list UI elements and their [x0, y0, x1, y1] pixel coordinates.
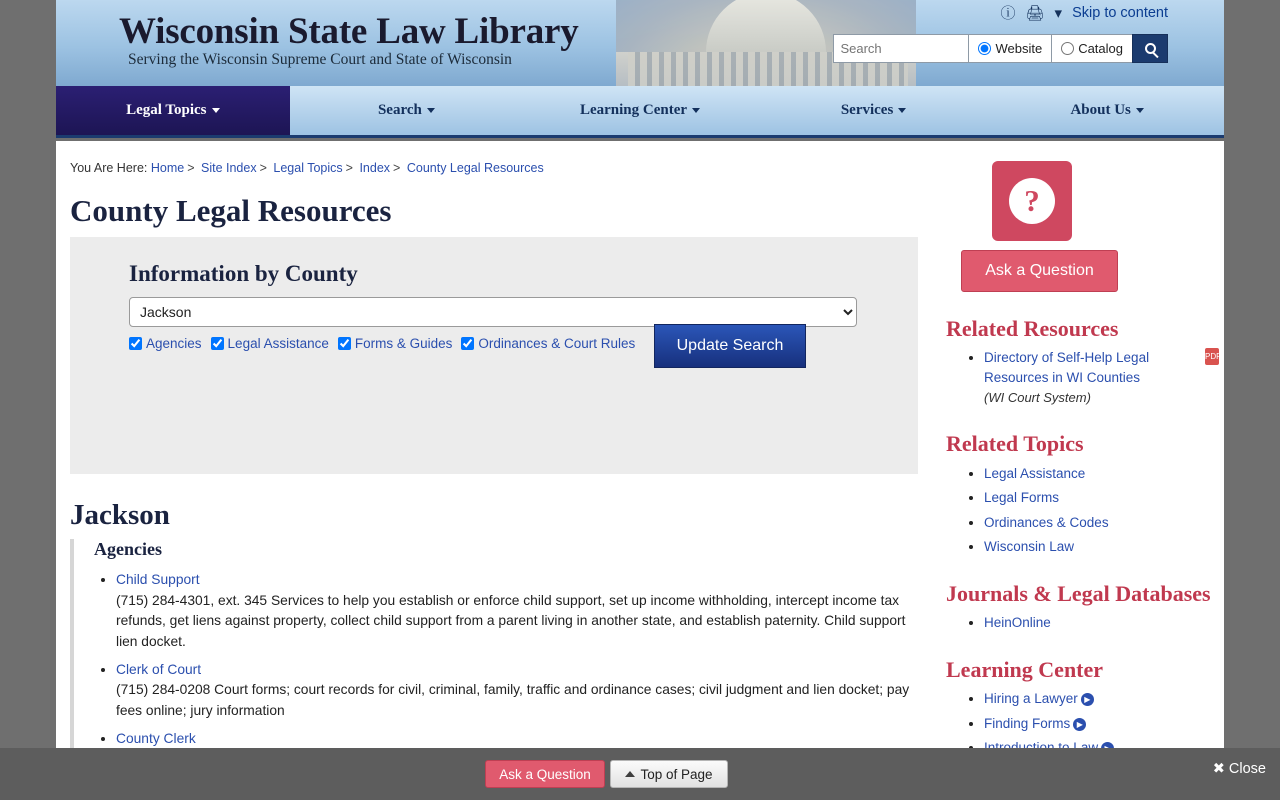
- header-search: [833, 34, 1168, 63]
- ask-a-question-floating-button[interactable]: Ask a Question: [485, 760, 605, 788]
- county-heading: Jackson: [70, 499, 170, 531]
- chevron-down-icon: [212, 108, 220, 113]
- breadcrumb-item-home[interactable]: Home: [150, 161, 185, 175]
- list-item: [116, 660, 918, 722]
- filter-agencies[interactable]: [129, 336, 202, 351]
- close-x-icon: ✖: [1212, 761, 1225, 777]
- county-search-panel: [70, 237, 918, 474]
- nav-item-legal-topics-label: Legal Topics: [126, 102, 207, 118]
- chevron-down-icon: [692, 108, 700, 113]
- ask-a-question-badge[interactable]: [992, 161, 1072, 241]
- breadcrumb: You Are Here: Home > Site Index > Legal Topics > Index > County Legal Resources: [70, 161, 544, 175]
- close-bar-button[interactable]: [1213, 761, 1266, 777]
- panel-heading: Information by County: [129, 261, 358, 286]
- nav-item-services-label: Services: [840, 102, 894, 118]
- learning-link-finding-forms[interactable]: Finding Forms: [984, 715, 1071, 731]
- related-topics-list: [946, 464, 1211, 557]
- filter-ordinances-court-rules[interactable]: [461, 336, 635, 351]
- list-item: [984, 513, 1211, 533]
- list-item: [984, 348, 1221, 407]
- nav-item-learning-center-label: Learning Center: [579, 102, 688, 118]
- county-select[interactable]: [129, 297, 857, 327]
- search-scope-catalog-label: Catalog: [1078, 41, 1123, 56]
- main-navigation: [56, 86, 1224, 138]
- question-circle-icon[interactable]: ⓘ: [1000, 5, 1016, 22]
- pdf-icon: PDF: [1205, 348, 1219, 365]
- site-header: [56, 0, 1224, 86]
- filter-forms-guides[interactable]: [338, 336, 453, 351]
- filter-ordinances-checkbox[interactable]: [461, 337, 474, 350]
- agency-description: (715) 284-0208 Court forms; court records for civil, criminal, family, traffic and ordinance cases; civil judgment and lien docket; pay fees online; jury information: [116, 682, 910, 719]
- filter-legal-assistance-label: Legal Assistance: [227, 336, 329, 351]
- chevron-down-icon: [1136, 108, 1144, 113]
- agency-link-county-clerk[interactable]: County Clerk: [116, 730, 196, 746]
- agency-link-child-support[interactable]: Child Support: [116, 572, 200, 587]
- topic-link-legal-forms[interactable]: Legal Forms: [984, 490, 1060, 506]
- nav-item-search[interactable]: [290, 86, 524, 135]
- agency-link-clerk-of-court[interactable]: Clerk of Court: [116, 661, 202, 677]
- chevron-up-icon: [625, 771, 635, 777]
- play-icon: ▶: [1081, 693, 1094, 706]
- nav-item-services[interactable]: [757, 86, 991, 135]
- nav-item-learning-center[interactable]: [523, 86, 757, 135]
- list-item: [116, 570, 918, 653]
- filter-legal-assistance[interactable]: [211, 336, 329, 351]
- filter-checkbox-group: [129, 336, 644, 351]
- related-resources-list: [946, 348, 1221, 407]
- search-scope-catalog[interactable]: [1051, 34, 1132, 63]
- skip-to-content-link[interactable]: Skip to content: [1072, 4, 1168, 21]
- filter-agencies-label: Agencies: [146, 336, 202, 351]
- page-content: [56, 141, 1224, 800]
- bottom-floating-bar: [0, 748, 1280, 800]
- list-item: [984, 464, 1211, 484]
- search-scope-website-radio[interactable]: [978, 42, 991, 55]
- nav-item-about-us-label: About Us: [1070, 102, 1131, 118]
- site-tagline: Serving the Wisconsin Supreme Court and State of Wisconsin: [128, 51, 512, 68]
- list-item: [984, 613, 1211, 633]
- breadcrumb-item-legal-topics[interactable]: Legal Topics: [273, 161, 343, 175]
- breadcrumb-item-current[interactable]: County Legal Resources: [406, 161, 544, 175]
- printer-icon[interactable]: 🖨: [1025, 4, 1045, 22]
- header-utility-row: [1000, 2, 1168, 23]
- filter-forms-guides-checkbox[interactable]: [338, 337, 351, 350]
- page-title: County Legal Resources: [70, 193, 392, 228]
- topic-link-legal-assistance[interactable]: Legal Assistance: [984, 465, 1086, 481]
- journal-link-heinonline[interactable]: HeinOnline: [984, 615, 1051, 631]
- filter-forms-guides-label: Forms & Guides: [354, 336, 453, 351]
- question-mark-icon: ?: [1009, 178, 1055, 224]
- learning-link-hiring-a-lawyer[interactable]: Hiring a Lawyer: [984, 691, 1078, 707]
- top-of-page-label: Top of Page: [640, 766, 713, 782]
- nav-item-search-label: Search: [377, 102, 422, 118]
- breadcrumb-prefix: You Are Here:: [70, 161, 148, 175]
- rail-heading-learning-center: Learning Center: [946, 656, 1104, 682]
- search-icon: [1145, 43, 1156, 54]
- topic-link-ordinances-codes[interactable]: Ordinances & Codes: [984, 514, 1109, 530]
- search-submit-button[interactable]: [1132, 34, 1168, 63]
- search-scope-website-label: Website: [995, 41, 1043, 56]
- search-input[interactable]: [833, 34, 968, 63]
- filter-legal-assistance-checkbox[interactable]: [211, 337, 224, 350]
- chevron-down-icon: [898, 108, 906, 113]
- list-item: [984, 537, 1211, 557]
- resource-note: (WI Court System): [984, 389, 1091, 405]
- rail-heading-related-topics: Related Topics: [946, 431, 1084, 457]
- site-title: Wisconsin State Law Library: [119, 11, 579, 52]
- topic-link-wisconsin-law[interactable]: Wisconsin Law: [984, 539, 1075, 555]
- section-heading-agencies: Agencies: [94, 539, 162, 559]
- journals-list: [946, 613, 1211, 633]
- rail-heading-journals: Journals & Legal Databases: [946, 581, 1211, 606]
- chevron-down-icon: [427, 108, 435, 113]
- play-icon: ▶: [1073, 718, 1086, 731]
- breadcrumb-item-site-index[interactable]: Site Index: [201, 161, 257, 175]
- chevron-down-icon[interactable]: ▾: [1054, 4, 1063, 22]
- nav-item-about-us[interactable]: [990, 86, 1224, 135]
- agency-description: (715) 284-4301, ext. 345 Services to help you establish or enforce child support, set up income withholding, intercept income tax refunds, get liens against property, collect child support from a parent living in another state, and establish paternity. Child support lien docket.: [116, 592, 906, 650]
- search-scope-catalog-radio[interactable]: [1061, 42, 1074, 55]
- breadcrumb-item-index[interactable]: Index: [359, 161, 391, 175]
- list-item: [984, 488, 1211, 508]
- close-label: Close: [1228, 761, 1266, 777]
- filter-ordinances-label: Ordinances & Court Rules: [478, 336, 636, 351]
- list-item: [984, 689, 1211, 709]
- top-of-page-button[interactable]: [610, 760, 728, 788]
- filter-agencies-checkbox[interactable]: [129, 337, 142, 350]
- search-scope-website[interactable]: [968, 34, 1051, 63]
- rail-heading-related-resources: Related Resources: [946, 316, 1119, 341]
- update-search-button[interactable]: Update Search: [654, 324, 806, 368]
- sidebar-rail: [946, 161, 1221, 763]
- ask-a-question-button[interactable]: Ask a Question: [961, 250, 1118, 292]
- resource-link-directory[interactable]: Directory of Self-Help Legal Resources in WI Counties: [984, 350, 1150, 385]
- list-item: [984, 714, 1211, 734]
- nav-item-legal-topics[interactable]: [56, 86, 290, 135]
